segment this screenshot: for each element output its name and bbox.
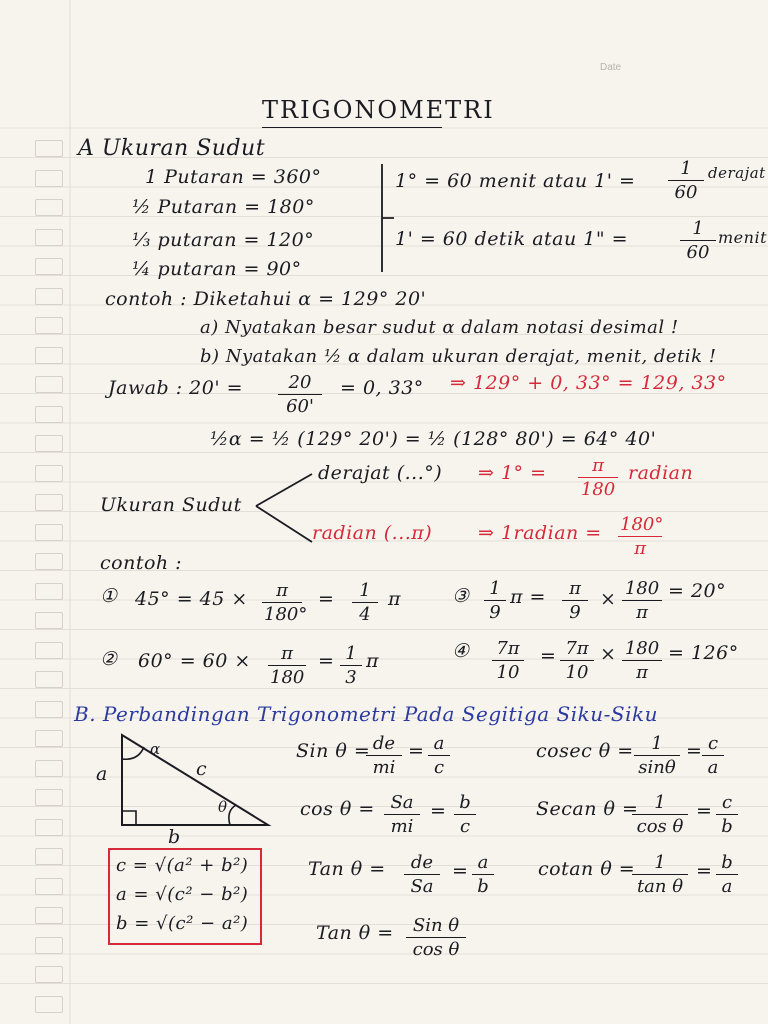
ex4-fraction-3 xyxy=(622,638,662,683)
fraction-denominator: 180 xyxy=(580,479,616,500)
secan-fraction-1 xyxy=(632,792,688,837)
fraction-denominator: b xyxy=(477,876,489,897)
fraction-denominator: 60 xyxy=(686,242,710,263)
contoh-line: contoh : Diketahui α = 129° 20' xyxy=(105,288,427,310)
fraction-denominator: 9 xyxy=(569,602,581,623)
fraction-bar xyxy=(484,600,506,601)
margin-box xyxy=(35,140,63,157)
fraction-denominator: c xyxy=(459,816,471,837)
fraction-numerator: 1 xyxy=(654,852,666,873)
margin-box xyxy=(35,258,63,275)
triangle-angle-alpha: α xyxy=(150,740,161,758)
ex1-equals: = xyxy=(318,588,335,610)
date-label: Date xyxy=(600,62,622,73)
fraction-bar xyxy=(268,665,306,666)
fraction-denominator: 10 xyxy=(565,662,589,683)
pythagoras-c: c = √(a² + b²) xyxy=(116,855,249,876)
fraction-bar xyxy=(340,665,362,666)
cos-fraction-1 xyxy=(384,792,420,837)
fraction-bar xyxy=(622,660,662,661)
fraction-bar xyxy=(632,874,688,875)
fraction-numerator: 1 xyxy=(654,792,666,813)
fraction-bar xyxy=(716,874,738,875)
fraction-numerator: de xyxy=(372,733,396,754)
margin-box xyxy=(35,966,63,983)
ex1-fraction-1 xyxy=(262,580,308,625)
fraction-denominator: cos θ xyxy=(412,939,460,960)
fraction-denominator: π xyxy=(636,602,648,623)
cotan-fraction-1 xyxy=(632,852,688,897)
margin-box xyxy=(35,435,63,452)
putaran-line-1: 1 Putaran = 360° xyxy=(145,166,322,188)
fraction-numerator: c xyxy=(707,733,719,754)
fraction-denominator: a xyxy=(721,876,733,897)
tan-fraction-2 xyxy=(472,852,494,897)
secan-label: Secan θ = xyxy=(536,798,639,820)
fraction-bar xyxy=(562,600,588,601)
fraction-bar xyxy=(406,937,466,938)
fraction-bar xyxy=(668,180,704,181)
conv-degree-minute-fraction xyxy=(668,158,704,203)
fraction-bar xyxy=(384,814,420,815)
fraction-numerator: π xyxy=(281,643,293,664)
ex4-fraction-1 xyxy=(492,638,524,683)
cosec-fraction-1 xyxy=(634,733,680,778)
fraction-numerator: 1 xyxy=(345,643,357,664)
fraction-numerator: π xyxy=(569,578,581,599)
half-alpha-line: ½α = ½ (129° 20') = ½ (128° 80') = 64° 40' xyxy=(210,428,657,450)
fraction-bar xyxy=(492,660,524,661)
ex3-result: = 20° xyxy=(668,580,727,602)
fraction-numerator: 1 xyxy=(489,578,501,599)
fraction-denominator: c xyxy=(433,757,445,778)
ex1-fraction-2 xyxy=(352,580,378,625)
tan-ratio-label: Tan θ = xyxy=(316,922,394,944)
fraction-numerator: Sa xyxy=(390,792,414,813)
margin-box xyxy=(35,642,63,659)
triangle-angle-theta: θ xyxy=(218,798,228,816)
fraction-numerator: π xyxy=(592,455,604,476)
ex4-times: × xyxy=(600,643,617,665)
fraction-bar xyxy=(472,874,494,875)
fraction-bar xyxy=(680,240,716,241)
cotan-equals: = xyxy=(696,860,713,882)
jawab-result: = 0, 33° xyxy=(340,377,424,399)
ex1-marker: ① xyxy=(100,585,118,607)
margin-box xyxy=(35,553,63,570)
ex2-equals: = xyxy=(318,650,335,672)
sin-fraction-2 xyxy=(428,733,450,778)
ex2-fraction-1 xyxy=(268,643,306,688)
fraction-numerator: 180 xyxy=(624,578,660,599)
fraction-numerator: a xyxy=(433,733,445,754)
pythagoras-b: b = √(c² − a²) xyxy=(116,913,249,934)
secan-equals: = xyxy=(696,800,713,822)
conv-degree-minute: 1° = 60 menit atau 1' = xyxy=(395,170,636,192)
margin-box xyxy=(35,730,63,747)
fraction-numerator: a xyxy=(477,852,489,873)
margin-box xyxy=(35,199,63,216)
ex2-pi: π xyxy=(366,650,379,672)
margin-box xyxy=(35,937,63,954)
conv-minute-second: 1' = 60 detik atau 1" = xyxy=(395,228,629,250)
contoh-2-label: contoh : xyxy=(100,552,183,574)
fraction-denominator: tan θ xyxy=(636,876,684,897)
fraction-denominator: mi xyxy=(372,757,396,778)
fraction-denominator: π xyxy=(636,662,648,683)
putaran-line-3: ⅓ putaran = 120° xyxy=(132,229,315,251)
ex3-fraction-3 xyxy=(622,578,662,623)
fraction-numerator: 7π xyxy=(496,638,520,659)
fraction-numerator: 1 xyxy=(651,733,663,754)
fraction-denominator: 4 xyxy=(359,604,371,625)
fraction-numerator: 1 xyxy=(359,580,371,601)
fraction-numerator: 1 xyxy=(680,158,692,179)
ex3-fraction-1 xyxy=(484,578,506,623)
margin-box xyxy=(35,288,63,305)
jawab-label: Jawab : 20' = xyxy=(108,377,244,399)
ex1-left: 45° = 45 × xyxy=(135,588,248,610)
derajat-arrow: ⇒ 1° = xyxy=(478,462,547,484)
fraction-denominator: 10 xyxy=(496,662,520,683)
fraction-denominator: sinθ xyxy=(638,757,676,778)
margin-box xyxy=(35,229,63,246)
fraction-denominator: π xyxy=(634,538,646,559)
margin-box xyxy=(35,406,63,423)
fraction-denominator: 180 xyxy=(270,667,305,688)
fraction-numerator: 180° xyxy=(620,514,664,535)
fraction-numerator: Sin θ xyxy=(412,915,460,936)
cosec-label: cosec θ = xyxy=(536,740,634,762)
cos-fraction-2 xyxy=(454,792,476,837)
fraction-bar xyxy=(262,602,302,603)
tan-ratio-fraction xyxy=(406,915,466,960)
derajat-unit: radian xyxy=(628,462,694,484)
ex2-marker: ② xyxy=(100,648,118,670)
jawab-decimal-result: ⇒ 129° + 0, 33° = 129, 33° xyxy=(450,372,727,394)
margin-box xyxy=(35,465,63,482)
task-a: a) Nyatakan besar sudut α dalam notasi desimal ! xyxy=(200,317,679,338)
conv-minute-second-unit: menit xyxy=(718,228,767,247)
fraction-numerator: c xyxy=(721,792,733,813)
fraction-bar xyxy=(578,477,618,478)
radian-arrow: ⇒ 1radian = xyxy=(478,522,602,544)
margin-box xyxy=(35,878,63,895)
task-b: b) Nyatakan ½ α dalam ukuran derajat, menit, detik ! xyxy=(200,346,717,367)
sin-equals: = xyxy=(408,740,425,762)
conv-minute-second-fraction xyxy=(680,218,716,263)
cotan-label: cotan θ = xyxy=(538,858,636,880)
fraction-denominator: 9 xyxy=(489,602,501,623)
margin-box xyxy=(35,317,63,334)
margin-box xyxy=(35,671,63,688)
margin-box xyxy=(35,760,63,777)
fraction-numerator: 7π xyxy=(565,638,589,659)
ex2-fraction-2 xyxy=(340,643,362,688)
fraction-bar xyxy=(702,755,724,756)
margin-box xyxy=(35,996,63,1013)
fraction-denominator: 3 xyxy=(345,667,357,688)
ex1-pi: π xyxy=(388,588,401,610)
fraction-numerator: de xyxy=(410,852,434,873)
fraction-denominator: cos θ xyxy=(636,816,684,837)
fraction-denominator: 180° xyxy=(264,604,308,625)
ex4-result: = 126° xyxy=(668,642,739,664)
fraction-bar xyxy=(278,394,322,395)
secan-fraction-2 xyxy=(716,792,738,837)
derajat-line: derajat (...°) xyxy=(318,462,443,484)
tan-label: Tan θ = xyxy=(308,858,386,880)
triangle-side-c: c xyxy=(196,758,208,780)
ex3-marker: ③ xyxy=(452,585,470,607)
triangle-side-b: b xyxy=(168,826,181,848)
radian-fraction xyxy=(618,514,662,559)
fraction-bar xyxy=(366,755,402,756)
radian-line: radian (...π) xyxy=(312,522,433,544)
ex2-left: 60° = 60 × xyxy=(138,650,251,672)
fraction-numerator: π xyxy=(276,580,288,601)
fraction-denominator: Sa xyxy=(410,876,434,897)
ex3-pi-equals: π = xyxy=(510,586,546,608)
fraction-denominator: 60' xyxy=(286,396,314,417)
fraction-bar xyxy=(454,814,476,815)
tan-fraction-1 xyxy=(404,852,440,897)
margin-box xyxy=(35,907,63,924)
margin-box xyxy=(35,170,63,187)
ex4-equals: = xyxy=(540,645,557,667)
fraction-bar xyxy=(352,602,378,603)
page-title: TRIGONOMETRI xyxy=(262,96,495,124)
section-a-heading: A Ukuran Sudut xyxy=(78,136,266,161)
fraction-bar xyxy=(404,874,440,875)
ex3-times: × xyxy=(600,588,617,610)
fraction-bar xyxy=(716,814,738,815)
fraction-numerator: b xyxy=(721,852,733,873)
fraction-bar xyxy=(622,600,662,601)
putaran-line-4: ¼ putaran = 90° xyxy=(132,258,302,280)
fraction-bar xyxy=(632,814,688,815)
margin-box xyxy=(35,524,63,541)
title-underline xyxy=(262,127,442,128)
margin-box xyxy=(35,376,63,393)
fraction-bar xyxy=(618,536,662,537)
fraction-numerator: b xyxy=(459,792,471,813)
fraction-denominator: b xyxy=(721,816,733,837)
cos-equals: = xyxy=(430,800,447,822)
margin-box xyxy=(35,347,63,364)
right-triangle-diagram xyxy=(100,725,280,845)
fraction-bar xyxy=(634,755,680,756)
fraction-bar xyxy=(428,755,450,756)
ex3-fraction-2 xyxy=(562,578,588,623)
cosec-equals: = xyxy=(686,740,703,762)
ex4-marker: ④ xyxy=(452,640,470,662)
fraction-numerator: 20 xyxy=(288,372,312,393)
fraction-bar xyxy=(560,660,594,661)
sin-fraction-1 xyxy=(366,733,402,778)
margin-box xyxy=(35,701,63,718)
triangle-side-a: a xyxy=(96,763,108,785)
margin-box xyxy=(35,848,63,865)
margin-box xyxy=(35,612,63,629)
fraction-numerator: 1 xyxy=(692,218,704,239)
derajat-fraction xyxy=(578,455,618,500)
ukuran-sudut-label: Ukuran Sudut xyxy=(100,494,242,516)
cotan-fraction-2 xyxy=(716,852,738,897)
sin-label: Sin θ = xyxy=(296,740,371,762)
jawab-fraction xyxy=(278,372,322,417)
margin-box xyxy=(35,819,63,836)
putaran-line-2: ½ Putaran = 180° xyxy=(132,196,315,218)
section-b-heading: B. Perbandingan Trigonometri Pada Segitiga Siku-Siku xyxy=(74,702,659,726)
margin-box xyxy=(35,583,63,600)
cos-label: cos θ = xyxy=(300,798,375,820)
conv-degree-minute-unit: derajat xyxy=(708,164,766,182)
ex4-fraction-2 xyxy=(560,638,594,683)
fraction-numerator: 180 xyxy=(624,638,660,659)
fraction-denominator: 60 xyxy=(674,182,698,203)
margin-box xyxy=(35,494,63,511)
fraction-denominator: a xyxy=(707,757,719,778)
margin-box xyxy=(35,789,63,806)
cosec-fraction-2 xyxy=(702,733,724,778)
branch-arrows xyxy=(250,468,320,548)
fraction-denominator: mi xyxy=(390,816,414,837)
tan-equals: = xyxy=(452,860,469,882)
pythagoras-a: a = √(c² − b²) xyxy=(116,884,249,905)
